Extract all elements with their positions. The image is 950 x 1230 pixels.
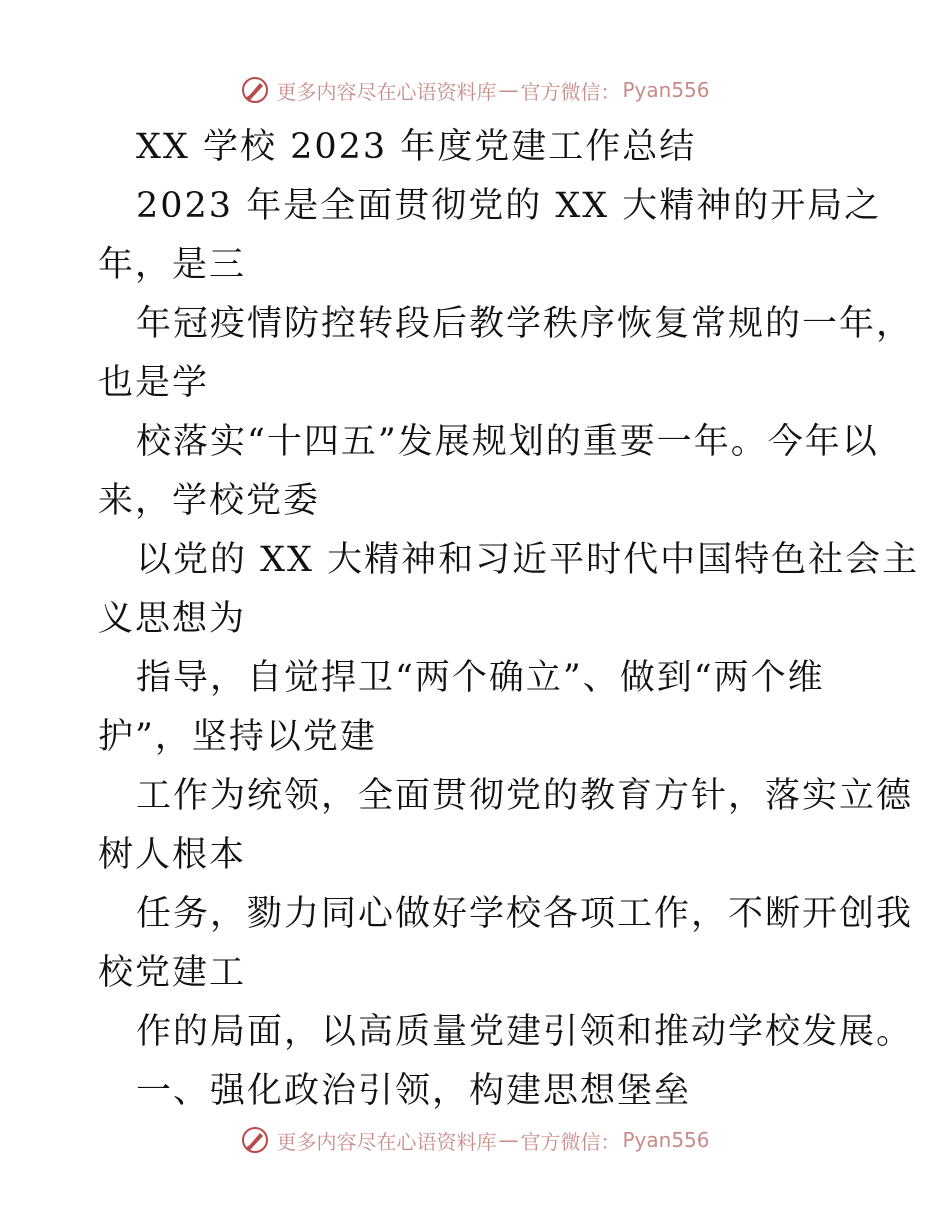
watermark-wechat-id: Pyan556 bbox=[622, 1128, 710, 1152]
paragraph-line: 校落实“十四五”发展规划的重要一年。今年以 bbox=[136, 422, 879, 462]
paragraph-line: 2023 年是全面贯彻党的 XX 大精神的开局之 bbox=[136, 186, 882, 226]
paragraph-line: 年，是三 bbox=[98, 245, 247, 285]
paragraph-line: 也是学 bbox=[98, 363, 210, 403]
paragraph-line: 树人根本 bbox=[98, 835, 247, 875]
section-heading: 一、强化政治引领，构建思想堡垒 bbox=[136, 1071, 692, 1111]
paragraph-line: 指导，自觉捍卫“两个确立”、做到“两个维 bbox=[136, 658, 825, 698]
quill-logo-icon bbox=[240, 1125, 270, 1155]
watermark-wechat-id: Pyan556 bbox=[622, 78, 710, 102]
watermark-text: 更多内容尽在心语资料库 bbox=[276, 79, 497, 104]
paragraph-line: 工作为统领，全面贯彻党的教育方针，落实立德 bbox=[136, 776, 914, 816]
paragraph-line: 来，学校党委 bbox=[98, 481, 321, 521]
paragraph-line: 任务，勠力同心做好学校各项工作，不断开创我 bbox=[136, 894, 914, 934]
watermark-wechat-label: 官方微信： bbox=[520, 1129, 621, 1154]
paragraph-line: 作的局面，以高质量党建引领和推动学校发展。 bbox=[136, 1012, 914, 1052]
paragraph-line: 校党建工 bbox=[98, 953, 247, 993]
document-title: XX 学校 2023 年度党建工作总结 bbox=[136, 127, 697, 167]
watermark-separator: — bbox=[498, 1128, 519, 1152]
paragraph-line: 护”，坚持以党建 bbox=[98, 717, 377, 757]
paragraph-line: 义思想为 bbox=[98, 599, 247, 639]
paragraph-line: 年冠疫情防控转段后教学秩序恢复常规的一年， bbox=[136, 304, 914, 344]
paragraph-line: 以党的 XX 大精神和习近平时代中国特色社会主 bbox=[136, 540, 920, 580]
watermark-separator: — bbox=[498, 78, 519, 102]
watermark-wechat-label: 官方微信： bbox=[520, 79, 621, 104]
watermark-text: 更多内容尽在心语资料库 bbox=[276, 1129, 497, 1154]
footer-watermark bbox=[0, 1120, 950, 1160]
